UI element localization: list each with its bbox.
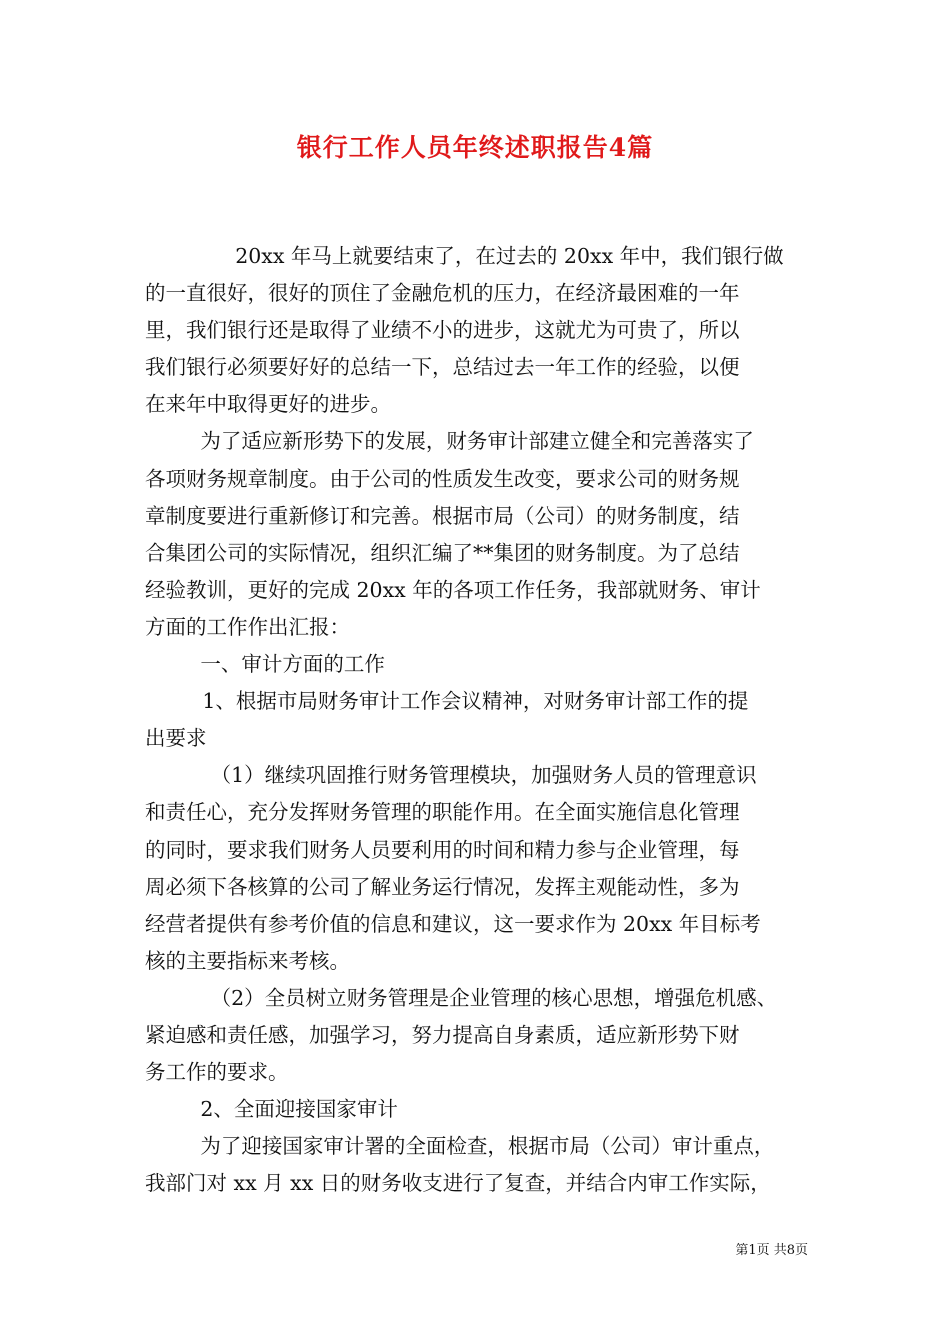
body-line: 一、审计方面的工作 — [200, 652, 385, 677]
body-line: 出要求 — [145, 726, 207, 751]
body-line: 务工作的要求。 — [145, 1060, 289, 1085]
body-line: 周必须下各核算的公司了解业务运行情况，发挥主观能动性，多为 — [145, 874, 740, 899]
body-line: （1）继续巩固推行财务管理模块，加强财务人员的管理意识 — [210, 763, 757, 788]
body-line: 我部门对 xx 月 xx 日的财务收支进行了复查，并结合内审工作实际， — [145, 1171, 771, 1196]
body-line: 1、根据市局财务审计工作会议精神，对财务审计部工作的提 — [202, 689, 749, 714]
body-line: 为了迎接国家审计署的全面检查，根据市局（公司）审计重点， — [200, 1134, 775, 1159]
body-line: 紧迫感和责任感，加强学习，努力提高自身素质，适应新形势下财 — [145, 1022, 740, 1047]
body-line: 合集团公司的实际情况，组织汇编了**集团的财务制度。为了总结 — [145, 540, 740, 565]
body-line: 经营者提供有参考价值的信息和建议，这一要求作为 20xx 年目标考 — [145, 911, 761, 936]
body-line: 方面的工作作出汇报： — [145, 614, 350, 639]
body-line: 里，我们银行还是取得了业绩不小的进步，这就尤为可贵了，所以 — [145, 318, 740, 343]
page-number-footer: 第1页 共8页 — [735, 1243, 808, 1258]
body-line: 经验教训，更好的完成 20xx 年的各项工作任务，我部就财务、审计 — [145, 577, 761, 602]
body-line: 核的主要指标来考核。 — [145, 948, 350, 973]
body-line: 的一直很好，很好的顶住了金融危机的压力，在经济最困难的一年 — [145, 281, 740, 306]
body-line: （2）全员树立财务管理是企业管理的核心思想，增强危机感、 — [210, 985, 778, 1010]
body-line: 20xx 年马上就要结束了，在过去的 20xx 年中，我们银行做 — [235, 244, 784, 268]
body-line: 2、全面迎接国家审计 — [200, 1097, 398, 1122]
document-title: 银行工作人员年终述职报告4篇 — [296, 133, 654, 162]
body-line: 和责任心，充分发挥财务管理的职能作用。在全面实施信息化管理 — [145, 800, 740, 825]
body-line: 章制度要进行重新修订和完善。根据市局（公司）的财务制度，结 — [145, 503, 740, 528]
document-body — [145, 238, 815, 1202]
body-line: 我们银行必须要好好的总结一下，总结过去一年工作的经验，以便 — [145, 355, 740, 380]
body-line: 各项财务规章制度。由于公司的性质发生改变，要求公司的财务规 — [145, 466, 740, 491]
body-line: 为了适应新形势下的发展，财务审计部建立健全和完善落实了 — [200, 429, 754, 454]
body-line: 在来年中取得更好的进步。 — [145, 392, 391, 417]
body-line: 的同时，要求我们财务人员要利用的时间和精力参与企业管理，每 — [145, 837, 740, 862]
